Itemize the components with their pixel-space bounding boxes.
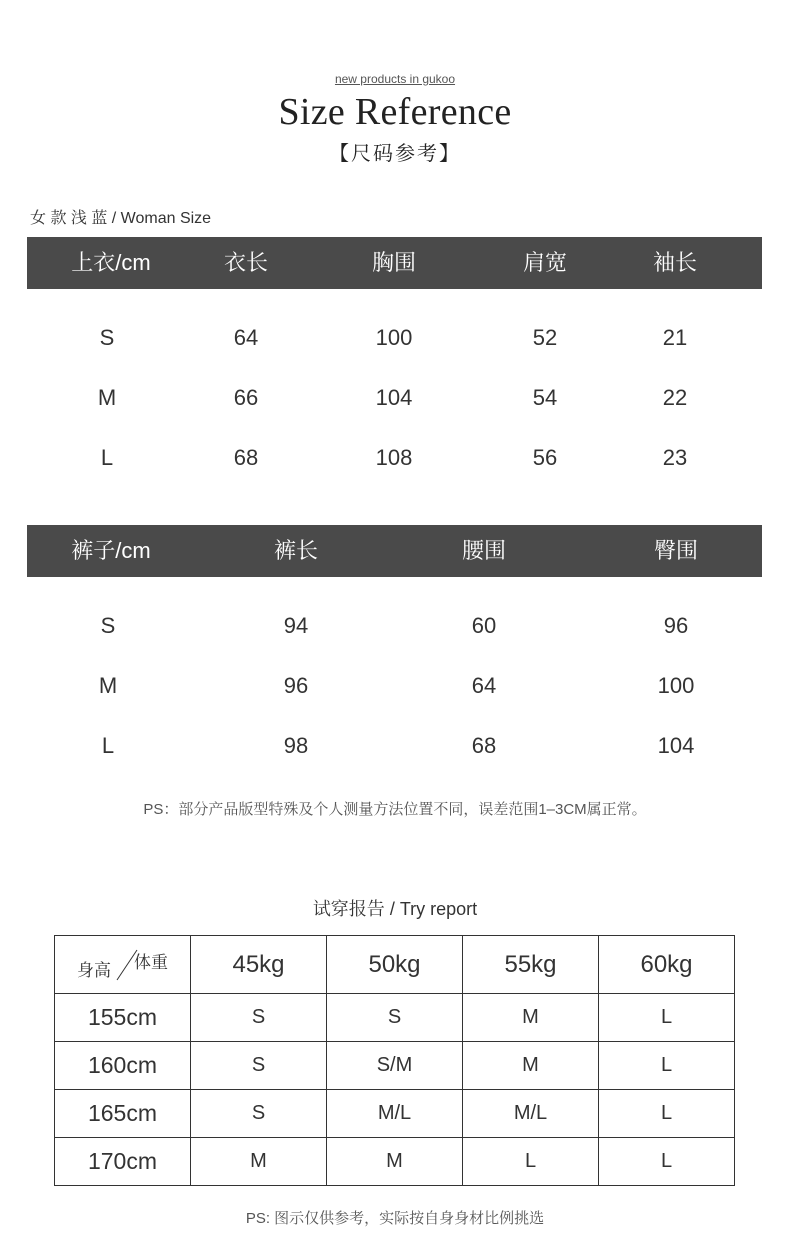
table-cell: 64 bbox=[233, 325, 259, 350]
page-title-cn: 【尺码参考】 bbox=[329, 143, 461, 165]
size-label: S bbox=[100, 613, 116, 638]
size-cell: S/M bbox=[327, 1042, 463, 1090]
tops-row bbox=[0, 318, 790, 358]
pants-row bbox=[0, 726, 790, 766]
tops-header-cell: 衣长 bbox=[223, 250, 269, 275]
size-cell: S bbox=[191, 1042, 327, 1090]
table-cell: 22 bbox=[662, 385, 688, 410]
size-cell: S bbox=[191, 1090, 327, 1138]
height-label: 165cm bbox=[55, 1090, 191, 1138]
tops-header-cell: 肩宽 bbox=[522, 250, 568, 275]
try-report-row bbox=[55, 1042, 735, 1090]
size-cell: L bbox=[599, 1042, 735, 1090]
tops-row bbox=[0, 378, 790, 418]
size-cell: M bbox=[191, 1138, 327, 1186]
size-cell: L bbox=[599, 1138, 735, 1186]
try-report-title: 试穿报告 / Try report bbox=[312, 899, 478, 919]
weight-header: 55kg bbox=[463, 936, 599, 994]
table-cell: 68 bbox=[233, 445, 259, 470]
table-cell: 94 bbox=[283, 613, 309, 638]
size-cell: S bbox=[191, 994, 327, 1042]
section-label: 女 款 浅 蓝 / Woman Size bbox=[30, 210, 212, 227]
size-cell: L bbox=[463, 1138, 599, 1186]
tops-header-cell: 胸围 bbox=[371, 250, 417, 275]
table-cell: 96 bbox=[663, 613, 689, 638]
try-note: PS: 图示仅供参考，实际按自身身材比例挑选 bbox=[245, 1210, 545, 1227]
height-label: 155cm bbox=[55, 994, 191, 1042]
table-cell: 96 bbox=[283, 673, 309, 698]
size-cell: S bbox=[327, 994, 463, 1042]
size-cell: L bbox=[599, 994, 735, 1042]
pants-header-cell: 裤长 bbox=[273, 538, 319, 563]
weight-header: 50kg bbox=[327, 936, 463, 994]
size-label: M bbox=[97, 385, 117, 410]
table-cell: 60 bbox=[471, 613, 497, 638]
try-report-row bbox=[55, 994, 735, 1042]
table-cell: 52 bbox=[532, 325, 558, 350]
try-report-table bbox=[54, 935, 735, 1186]
pants-row bbox=[0, 606, 790, 646]
brand-subtitle: new products in gukoo bbox=[334, 72, 456, 86]
try-report-row bbox=[55, 1090, 735, 1138]
page-title: Size Reference bbox=[278, 91, 512, 133]
corner-height-label: 身高 bbox=[77, 961, 111, 980]
tops-header-cell: 上衣/cm bbox=[71, 250, 151, 275]
tops-header-bar bbox=[27, 237, 762, 289]
size-cell: M bbox=[463, 994, 599, 1042]
size-cell: M bbox=[463, 1042, 599, 1090]
table-cell: 104 bbox=[375, 385, 413, 410]
pants-row bbox=[0, 666, 790, 706]
table-cell: 104 bbox=[657, 733, 695, 758]
table-cell: 64 bbox=[471, 673, 497, 698]
pants-header-cell: 臀围 bbox=[653, 538, 699, 563]
size-label: M bbox=[98, 673, 118, 698]
weight-header: 45kg bbox=[191, 936, 327, 994]
table-cell: 54 bbox=[532, 385, 558, 410]
table-cell: 98 bbox=[283, 733, 309, 758]
size-cell: M/L bbox=[463, 1090, 599, 1138]
size-cell: L bbox=[599, 1090, 735, 1138]
measure-note: PS：部分产品版型特殊及个人测量方法位置不同，误差范围1–3CM属正常。 bbox=[143, 801, 647, 818]
pants-header-cell: 腰围 bbox=[461, 538, 507, 563]
corner-cell bbox=[55, 936, 191, 994]
try-report-row bbox=[55, 1138, 735, 1186]
size-label: S bbox=[99, 325, 115, 350]
table-cell: 108 bbox=[375, 445, 413, 470]
diagonal-divider bbox=[55, 936, 190, 993]
table-cell: 100 bbox=[375, 325, 413, 350]
tops-row bbox=[0, 438, 790, 478]
size-label: L bbox=[100, 445, 114, 470]
height-label: 160cm bbox=[55, 1042, 191, 1090]
pants-header-bar bbox=[27, 525, 762, 577]
table-cell: 66 bbox=[233, 385, 259, 410]
table-cell: 56 bbox=[532, 445, 558, 470]
height-label: 170cm bbox=[55, 1138, 191, 1186]
size-label: L bbox=[101, 733, 115, 758]
weight-header: 60kg bbox=[599, 936, 735, 994]
table-cell: 100 bbox=[657, 673, 695, 698]
corner-weight-label: 体重 bbox=[134, 953, 168, 972]
tops-header-cell: 袖长 bbox=[652, 250, 698, 275]
table-cell: 68 bbox=[471, 733, 497, 758]
size-cell: M/L bbox=[327, 1090, 463, 1138]
table-cell: 23 bbox=[662, 445, 688, 470]
size-cell: M bbox=[327, 1138, 463, 1186]
pants-header-cell: 裤子/cm bbox=[71, 538, 151, 563]
try-report-header-row bbox=[55, 936, 735, 994]
table-cell: 21 bbox=[662, 325, 688, 350]
